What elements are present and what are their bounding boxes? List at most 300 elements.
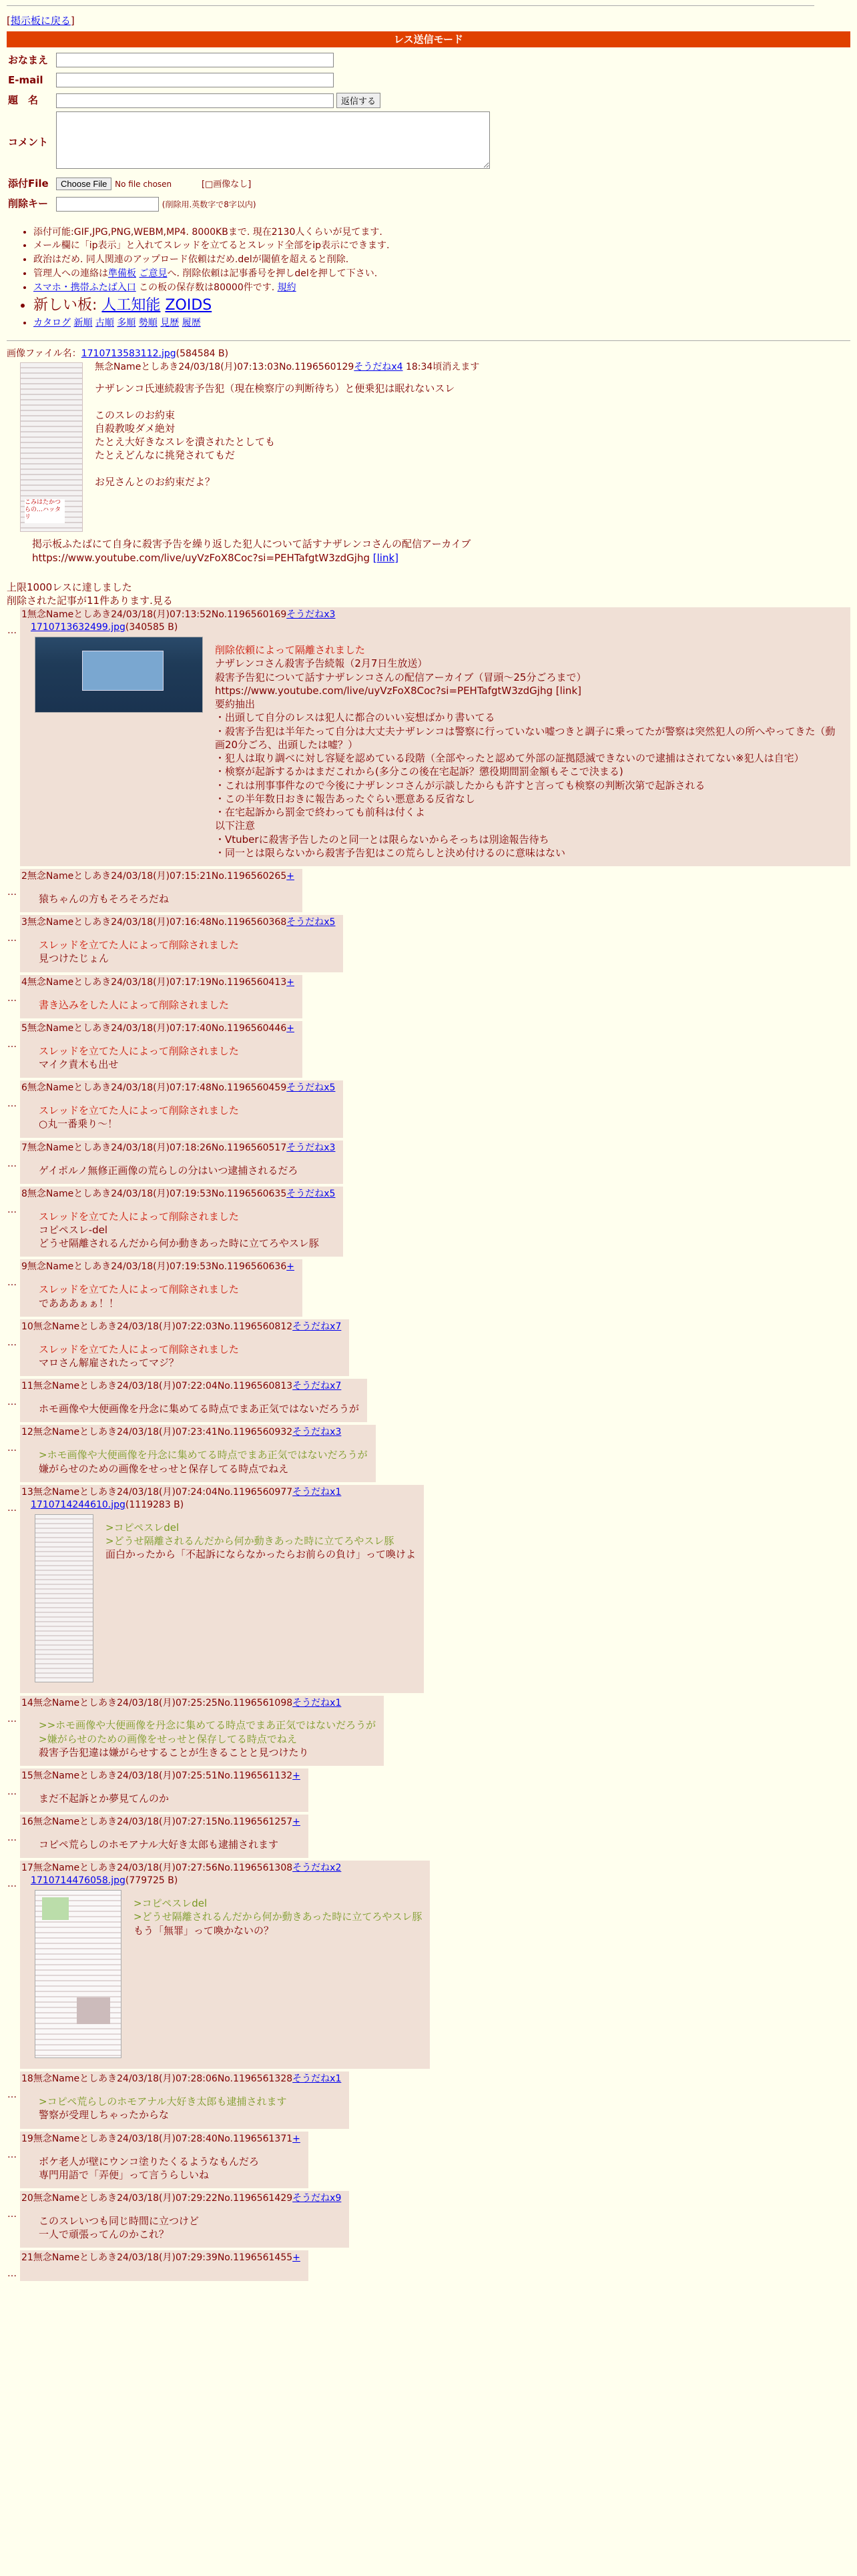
reply-header — [21, 1816, 300, 1829]
delkey-label: 削除キー — [8, 198, 49, 210]
reply-header — [21, 1426, 368, 1439]
reply-line: スレッドを立てた人によって削除されました — [39, 1210, 239, 1223]
reply-line: ナザレンコさん殺害予告続報（2月7日生放送） — [215, 657, 428, 670]
reply-line: マイク責木も出せ — [39, 1058, 119, 1071]
reply-line: ・検察が起訴するかはまだこれから(多分この後在宅起訴？懲役期間罰金額もそこで決まる) — [215, 765, 623, 778]
board-tabs — [33, 317, 850, 330]
tab-newest[interactable]: 新順 — [73, 317, 93, 328]
reply-line: 書き込みをした人によって削除されました — [39, 998, 230, 1011]
reply-list — [7, 607, 850, 2281]
reply-line: ・出頭して自分のレスは犯人に都合のいい妄想ばかり書いてる — [215, 711, 495, 724]
reply-box — [20, 2250, 308, 2281]
no-image-checkbox[interactable]: [□画像なし] — [201, 180, 252, 190]
reply-number[interactable]: No.1196561132 — [217, 1770, 293, 1782]
reply-body — [39, 1283, 294, 1310]
reply-post — [7, 1021, 302, 1078]
reply-num: 18 — [21, 2073, 33, 2085]
reply-date: 24/03/18(月)07:29:39 — [117, 2252, 218, 2264]
delkey-input[interactable] — [56, 197, 159, 212]
reply-name: 無念Nameとしあき — [33, 1427, 117, 1438]
reply-box — [20, 2071, 349, 2128]
reply-num: 6 — [21, 1082, 27, 1094]
tab-viewed[interactable]: 見歴 — [160, 317, 180, 328]
email-label: E-mail — [8, 74, 43, 87]
reply-box — [20, 607, 850, 866]
archive-url: https://www.youtube.com/live/uyVzFoX8Coc?si=PEHTafgtW3zdGjhg — [32, 551, 370, 564]
reply-number[interactable]: No.1196560635 — [211, 1188, 287, 1199]
reply-number[interactable]: No.1196561429 — [217, 2193, 293, 2204]
reply-post — [7, 2071, 349, 2128]
reply-post — [7, 1379, 367, 1422]
reply-box — [20, 1696, 384, 1766]
reply-header — [21, 1697, 376, 1710]
reply-post — [7, 1141, 343, 1184]
reply-num: 1 — [21, 609, 27, 621]
reply-body — [215, 643, 842, 860]
reply-body — [39, 1210, 335, 1251]
tab-most[interactable]: 多順 — [117, 317, 136, 328]
reply-box — [20, 975, 302, 1018]
reply-date: 24/03/18(月)07:19:53 — [111, 1261, 212, 1273]
reply-number[interactable]: No.1196561371 — [217, 2133, 293, 2144]
reply-name: 無念Nameとしあき — [33, 2073, 117, 2085]
note-item: • メール欄に「ip表示」と入れてスレッドを立てるとスレッド全部をip表示にできます. — [33, 240, 850, 252]
reply-header — [21, 2252, 300, 2264]
reply-body — [39, 998, 294, 1012]
reply-box — [20, 1768, 308, 1812]
page — [0, 5, 857, 2281]
reply-line: 猿ちゃんの方もそろそろだね — [39, 893, 170, 906]
sodane-button[interactable]: そうだねx1 — [292, 1697, 342, 1708]
reply-box — [20, 1187, 343, 1257]
reply-body — [39, 2214, 341, 2242]
sodane-button[interactable]: + — [286, 871, 294, 882]
sodane-button[interactable]: そうだねx3 — [286, 609, 336, 621]
reply-marker: … — [7, 992, 17, 1004]
limit-notice: 上限1000レスに達しました — [7, 581, 132, 593]
reply-name: 無念Nameとしあき — [27, 1188, 111, 1199]
reply-line: >>ホモ画像や大便画像を丹念に集めてる時点でまあ正気ではないだろうが — [39, 1719, 376, 1732]
reply-post — [7, 1319, 349, 1376]
reply-date: 24/03/18(月)07:17:48 — [111, 1082, 212, 1094]
reply-line: ・これは刑事事件なので今後にナザレンコさんが示談したからも許すと言っても検察の判断次第で起訴される — [215, 779, 705, 791]
reply-date: 24/03/18(月)07:19:53 — [111, 1188, 212, 1199]
reply-num: 15 — [21, 1770, 33, 1782]
reply-post — [7, 2132, 308, 2188]
reply-box — [20, 1485, 424, 1693]
file-status: No file chosen — [115, 180, 172, 190]
reply-header — [21, 976, 294, 989]
reply-post — [7, 975, 302, 1018]
reply-marker: … — [7, 1204, 17, 1215]
reply-date: 24/03/18(月)07:16:48 — [111, 917, 212, 928]
reply-number[interactable]: No.1196560169 — [211, 609, 287, 621]
reply-body — [105, 1521, 416, 1562]
thumb-photo — [77, 1997, 110, 2024]
op-body: ナザレンコ氏連続殺害予告犯（現在検察庁の判断待ち）と便乗犯は眠れないスレ このスレのお約束 自殺教唆ダメ絶対 たとえ大好きなスレを潰されたとしても たとえどんなに挑発されてもだ お兄さんとのお約束だよ？ — [95, 382, 455, 488]
reply-post — [7, 1485, 424, 1693]
reply-header — [21, 1082, 335, 1094]
reply-number[interactable]: No.1196560636 — [211, 1261, 287, 1273]
reply-box — [20, 1080, 343, 1137]
reply-number[interactable]: No.1196560977 — [217, 1486, 293, 1498]
note-item: • 管理人への連絡は準備板 ご意見へ. 削除依頼は記事番号を押しdelを押して下さい. — [33, 268, 850, 280]
sodane-button[interactable]: そうだねx3 — [286, 1142, 336, 1153]
op-file-size: (584584 B) — [176, 348, 229, 359]
reply-number[interactable]: No.1196560517 — [211, 1142, 287, 1153]
sodane-button[interactable]: そうだねx5 — [286, 1188, 336, 1199]
sodane-button[interactable]: そうだねx3 — [292, 1427, 342, 1438]
reply-line: スレッドを立てた人によって削除されました — [39, 1343, 239, 1355]
reply-line: ホモ画像や大便画像を丹念に集めてる時点でまあ正気ではないだろうが — [39, 1403, 360, 1415]
feedback-link[interactable]: ご意見 — [139, 268, 168, 280]
reply-marker: … — [7, 1713, 17, 1724]
reply-box — [20, 1319, 349, 1376]
board-notes — [7, 226, 850, 330]
reply-line: ・在宅起訴から罰金で終わっても前科は付くよ — [215, 806, 425, 819]
reply-box — [20, 869, 302, 912]
archive-link[interactable]: [link] — [372, 551, 398, 564]
reply-number[interactable]: No.1196561328 — [217, 2073, 293, 2085]
reply-body — [39, 1792, 300, 1805]
reply-num: 7 — [21, 1142, 27, 1153]
reply-post — [7, 915, 343, 972]
reply-header — [21, 1142, 335, 1155]
note-item: • 添付可能:GIF,JPG,PNG,WEBM,MP4. 8000KBまで. 現在2130人くらいが見てます. — [33, 226, 850, 239]
reply-line: 殺害予告犯違は嫌がらせすることが生きることと見つけたり — [39, 1746, 309, 1758]
reply-num: 4 — [21, 976, 27, 988]
reply-line: ゲイポルノ無修正画像の荒らしの分はいつ逮捕されるだろ — [39, 1164, 298, 1177]
reply-post — [7, 1768, 308, 1812]
reply-header — [21, 1022, 294, 1035]
reply-line: このスレいつも同じ時間に立つけど — [39, 2214, 200, 2227]
reply-body — [39, 938, 335, 966]
reply-form — [7, 50, 491, 214]
reply-header — [21, 1380, 359, 1393]
reply-name: 無念Nameとしあき — [27, 1082, 111, 1094]
reply-num: 9 — [21, 1261, 27, 1273]
tab-momentum[interactable]: 勢順 — [138, 317, 158, 328]
reply-number[interactable]: No.1196560368 — [211, 917, 287, 928]
reply-post — [7, 1696, 384, 1766]
reply-name: 無念Nameとしあき — [27, 871, 111, 882]
reply-date: 24/03/18(月)07:24:04 — [117, 1486, 218, 1498]
reply-name: 無念Nameとしあき — [27, 976, 111, 988]
reply-post — [7, 2250, 308, 2281]
tab-catalog[interactable]: カタログ — [33, 317, 71, 328]
reply-num: 17 — [21, 1863, 33, 1874]
reply-box — [20, 1259, 302, 1316]
reply-line: どうせ隔離されるんだから何か動きあった時に立てろやスレ豚 — [39, 1237, 319, 1250]
prep-board-link[interactable]: 準備板 — [108, 268, 136, 280]
comment-textarea[interactable] — [56, 111, 490, 169]
reply-post — [7, 1815, 308, 1858]
sodane-button[interactable]: + — [292, 2133, 300, 2144]
reply-post — [7, 1259, 302, 1316]
op-sodane[interactable]: そうだねx4 — [354, 362, 403, 373]
reply-marker: … — [7, 1787, 17, 1798]
reply-marker: … — [7, 2149, 17, 2160]
reply-mode-bar: レス送信モード — [7, 31, 850, 47]
reply-number[interactable]: No.1196560932 — [217, 1427, 293, 1438]
reply-num: 11 — [21, 1381, 33, 1392]
note-item: • 政治はだめ. 同人関連のアップロード依頼はだめ.delが閾値を超えると削除. — [33, 254, 850, 266]
sodane-button[interactable]: そうだねx7 — [292, 1321, 342, 1332]
reply-header — [21, 916, 335, 929]
reply-box — [20, 1425, 376, 1482]
deleted-notice[interactable]: 削除された記事が11件あります.見る — [7, 595, 173, 607]
reply-body — [39, 892, 294, 906]
reply-line: >コピペスレdel — [105, 1521, 180, 1534]
reply-line: 要約抽出 — [215, 698, 256, 711]
reply-marker: … — [7, 933, 17, 944]
reply-line: ○丸一番乗り〜！ — [39, 1118, 118, 1131]
reply-number[interactable]: No.1196561455 — [217, 2252, 293, 2264]
reply-line: 専門用語で「弄便」って言うらしいね — [39, 2168, 210, 2181]
reply-body — [39, 1104, 335, 1131]
reply-header — [21, 1770, 300, 1783]
reply-line: >嫌がらせのための画像をせっせと保存してる時点でねえ — [39, 1732, 297, 1745]
reply-line: ・同一とは限らないから殺害予告犯はこの荒らしと決め付けるのに意味はない — [215, 846, 566, 859]
reply-body — [39, 1448, 368, 1476]
op-post — [7, 348, 850, 608]
reply-name: 無念Nameとしあき — [33, 1697, 117, 1708]
reply-num: 2 — [21, 871, 27, 882]
reply-number[interactable]: No.1196561098 — [217, 1697, 293, 1708]
reply-line: もう「無罪」って喚かないの？ — [133, 1924, 274, 1937]
reply-marker: … — [7, 1038, 17, 1050]
reply-num: 3 — [21, 917, 27, 928]
delkey-note: (削除用.英数字で8字以内) — [162, 200, 256, 209]
reply-date: 24/03/18(月)07:22:04 — [117, 1381, 218, 1392]
reply-file-link[interactable]: 1710713632499.jpg — [31, 622, 125, 633]
reply-marker: … — [7, 1397, 17, 1408]
reply-marker: … — [7, 2268, 17, 2280]
reply-num: 16 — [21, 1817, 33, 1828]
sodane-button[interactable]: + — [286, 1022, 294, 1034]
reply-date: 24/03/18(月)07:13:52 — [111, 609, 212, 621]
reply-line: スレッドを立てた人によって削除されました — [39, 1104, 239, 1117]
reply-body — [39, 1164, 335, 1177]
reply-name: 無念Nameとしあき — [27, 917, 111, 928]
mobile-entry-link[interactable]: スマホ・携帯ふたば入口 — [33, 282, 136, 294]
reply-line: ボケ老人が壁にウンコ塗りたくるようなもんだろ — [39, 2155, 260, 2168]
reply-number[interactable]: No.1196561308 — [217, 1863, 293, 1874]
reply-name: 無念Nameとしあき — [33, 1381, 117, 1392]
sodane-button[interactable]: + — [292, 1770, 300, 1782]
new-boards: • 新しい板: 人工知能 ZOIDS — [33, 296, 850, 316]
reply-header — [21, 1188, 335, 1201]
op-thumbnail[interactable] — [20, 362, 83, 532]
sodane-button[interactable]: + — [286, 1261, 294, 1273]
back-link[interactable]: 掲示板に戻る — [10, 15, 71, 27]
reply-thumbnail[interactable] — [35, 637, 203, 713]
reply-line: 以下注意 — [215, 820, 256, 832]
file-label: 添付File — [8, 178, 49, 190]
reply-post — [7, 869, 302, 912]
reply-body — [39, 2095, 341, 2122]
reply-line: まだ不起訴とか夢見てんのか — [39, 1793, 170, 1805]
reply-line: コピペ荒らしのホモアナル大好き太郎も逮捕されます — [39, 1839, 278, 1851]
reply-marker: … — [7, 887, 17, 898]
email-input[interactable] — [56, 73, 334, 87]
reply-date: 24/03/18(月)07:23:41 — [117, 1427, 218, 1438]
reply-num: 21 — [21, 2252, 33, 2264]
reply-line: >コピペ荒らしのホモアナル大好き太郎も逮捕されます — [39, 2096, 287, 2108]
reply-marker: … — [7, 2209, 17, 2220]
ai-board-link[interactable]: 人工知能 — [101, 296, 161, 314]
reply-name: 無念Nameとしあき — [33, 1486, 117, 1498]
reply-name: 無念Nameとしあき — [33, 1863, 117, 1874]
reply-num: 5 — [21, 1022, 27, 1034]
sodane-button[interactable]: そうだねx1 — [292, 2073, 342, 2085]
reply-file-link[interactable]: 1710714476058.jpg — [31, 1875, 125, 1887]
reply-marker: … — [7, 1277, 17, 1289]
op-file-link[interactable]: 1710713583112.jpg — [81, 348, 176, 359]
reply-name: 無念Nameとしあき — [33, 2193, 117, 2204]
comment-label: コメント — [8, 135, 49, 148]
reply-marker: … — [7, 2089, 17, 2101]
reply-body — [39, 1044, 294, 1072]
reply-name: 無念Nameとしあき — [33, 2252, 117, 2264]
reply-body — [39, 1838, 300, 1851]
reply-post — [7, 1080, 343, 1137]
reply-date: 24/03/18(月)07:25:25 — [117, 1697, 218, 1708]
name-label: おなまえ — [8, 54, 49, 67]
reply-number[interactable]: No.1196561257 — [217, 1817, 293, 1828]
file-label: 画像ファイル名： — [7, 348, 81, 359]
reply-post — [7, 1425, 376, 1482]
name-input[interactable] — [56, 53, 334, 67]
reply-marker: … — [7, 1502, 17, 1514]
reply-line: スレッドを立てた人によって削除されました — [39, 1044, 239, 1057]
reply-body — [39, 2155, 300, 2182]
reply-name: 無念Nameとしあき — [27, 1142, 111, 1153]
reply-date: 24/03/18(月)07:28:40 — [117, 2133, 218, 2144]
reply-marker: … — [7, 1158, 17, 1169]
reply-marker: … — [7, 1879, 17, 1890]
reply-body — [39, 1402, 359, 1415]
reply-marker: … — [7, 1833, 17, 1844]
sodane-button[interactable]: そうだねx9 — [292, 2193, 342, 2204]
reply-header — [21, 1862, 422, 1875]
reply-line: 嫌がらせのための画像をせっせと保存してる時点でねえ — [39, 1462, 289, 1475]
op-number[interactable]: No.1196560129 — [279, 362, 354, 373]
reply-date: 24/03/18(月)07:15:21 — [111, 871, 212, 882]
reply-number[interactable]: No.1196560265 — [211, 871, 287, 882]
reply-line: ・Vtuberに殺害予告したのと同一とは限らないからそっちは別途報告待ち — [215, 833, 549, 846]
sodane-button[interactable]: そうだねx7 — [292, 1381, 342, 1392]
sodane-button[interactable]: + — [292, 1817, 300, 1828]
reply-file-size: (779725 B) — [125, 1875, 178, 1887]
reply-date: 24/03/18(月)07:29:22 — [117, 2193, 218, 2204]
reply-name: 無念Nameとしあき — [27, 1261, 111, 1273]
reply-header — [21, 1321, 341, 1333]
reply-number[interactable]: No.1196560413 — [211, 976, 287, 988]
reply-number[interactable]: No.1196560813 — [217, 1381, 293, 1392]
reply-date: 24/03/18(月)07:17:40 — [111, 1022, 212, 1034]
choose-file-button[interactable]: Choose File — [56, 178, 111, 190]
reply-num: 8 — [21, 1188, 27, 1199]
reply-file-size: (340585 B) — [125, 622, 178, 633]
reply-marker: … — [7, 1337, 17, 1348]
note-item: • スマホ・携帯ふたば入口 この板の保存数は80000件です. 規約 — [33, 282, 850, 294]
reply-name: 無念Nameとしあき — [33, 2133, 117, 2144]
reply-name: 無念Nameとしあき — [27, 1022, 111, 1034]
reply-thumbnail[interactable] — [35, 1890, 121, 2058]
reply-box — [20, 1379, 367, 1422]
reply-number[interactable]: No.1196560446 — [211, 1022, 287, 1034]
reply-line: マロさん解雇されたってマジ？ — [39, 1356, 180, 1369]
sodane-button[interactable]: + — [292, 2252, 300, 2264]
sodane-button[interactable]: そうだねx5 — [286, 1082, 336, 1094]
reply-line: 面白かったから「不起訴にならなかったらお前らの負け」って喚けよ — [105, 1548, 416, 1561]
reply-line: スレッドを立てた人によって削除されました — [39, 1283, 239, 1296]
subject-input[interactable] — [56, 93, 334, 108]
reply-name: 無念Nameとしあき — [27, 609, 111, 621]
rules-link[interactable]: 規約 — [277, 282, 296, 294]
reply-line: 一人で頑張ってんのかこれ？ — [39, 2228, 170, 2241]
reply-line: スレッドを立てた人によって削除されました — [39, 939, 239, 952]
submit-button[interactable]: 返信する — [336, 93, 380, 108]
op-thumb-caption: こみはたかつらの…ハッタリ — [25, 499, 65, 523]
reply-line: ・この半年数日おきに報告あったぐらい悪意ある反省なし — [215, 792, 475, 805]
reply-name: 無念Nameとしあき — [33, 1817, 117, 1828]
expiry-text: 18:34頃消えます — [405, 362, 480, 373]
reply-line: ・犯人は取り調べに対し容疑を認めている段階（全部やったと認めて外部の証拠隠滅できないので逮捕はされてない※犯人は自宅） — [215, 752, 804, 765]
reply-line: >どうせ隔離されるんだから何か動きあった時に立てろやスレ豚 — [133, 1911, 422, 1923]
reply-line: 削除依頼によって隔離されました — [215, 644, 366, 657]
reply-thumbnail[interactable] — [35, 1514, 93, 1682]
subject-label: 題 名 — [8, 94, 39, 107]
reply-num: 10 — [21, 1321, 33, 1332]
reply-line: 警察が受理しちゃったからな — [39, 2109, 170, 2122]
reply-number[interactable]: No.1196560812 — [217, 1321, 293, 1332]
reply-line: >コピペスレdel — [133, 1897, 208, 1910]
reply-num: 14 — [21, 1697, 33, 1708]
thumb-screen — [82, 651, 164, 691]
reply-line: 見つけたじょん — [39, 952, 109, 965]
archive-text: 掲示板ふたばにて自身に殺害予告を繰り返した犯人について話すナザレンコさんの配信アーカイブ — [32, 538, 471, 551]
reply-line: https://www.youtube.com/live/uyVzFoX8Coc?si=PEHTafgtW3zdGjhg [link] — [215, 684, 581, 697]
reply-date: 24/03/18(月)07:28:06 — [117, 2073, 218, 2085]
reply-number[interactable]: No.1196560459 — [211, 1082, 287, 1094]
sodane-button[interactable]: そうだねx1 — [292, 1486, 342, 1498]
reply-body — [39, 1718, 376, 1759]
reply-body — [39, 1343, 341, 1370]
reply-header — [21, 1486, 416, 1499]
reply-header — [21, 609, 842, 621]
back-nav: [掲示板に戻る] — [7, 15, 75, 27]
reply-marker: … — [7, 625, 17, 637]
reply-name: 無念Nameとしあき — [33, 1770, 117, 1782]
sodane-button[interactable]: そうだねx2 — [292, 1863, 342, 1874]
reply-box — [20, 1815, 308, 1858]
zoids-board-link[interactable]: ZOIDS — [165, 296, 212, 314]
sodane-button[interactable]: そうだねx5 — [286, 917, 336, 928]
reply-header — [21, 870, 294, 883]
reply-date: 24/03/18(月)07:22:03 — [117, 1321, 218, 1332]
reply-file-link[interactable]: 1710714244610.jpg — [31, 1499, 125, 1510]
tab-history[interactable]: 履歴 — [182, 317, 201, 328]
reply-date: 24/03/18(月)07:27:56 — [117, 1863, 218, 1874]
reply-marker: … — [7, 1098, 17, 1110]
sodane-button[interactable]: + — [286, 976, 294, 988]
reply-post — [7, 1861, 430, 2069]
tab-oldest[interactable]: 古順 — [95, 317, 114, 328]
reply-line: コピペスレ-del — [39, 1223, 108, 1236]
reply-box — [20, 915, 343, 972]
